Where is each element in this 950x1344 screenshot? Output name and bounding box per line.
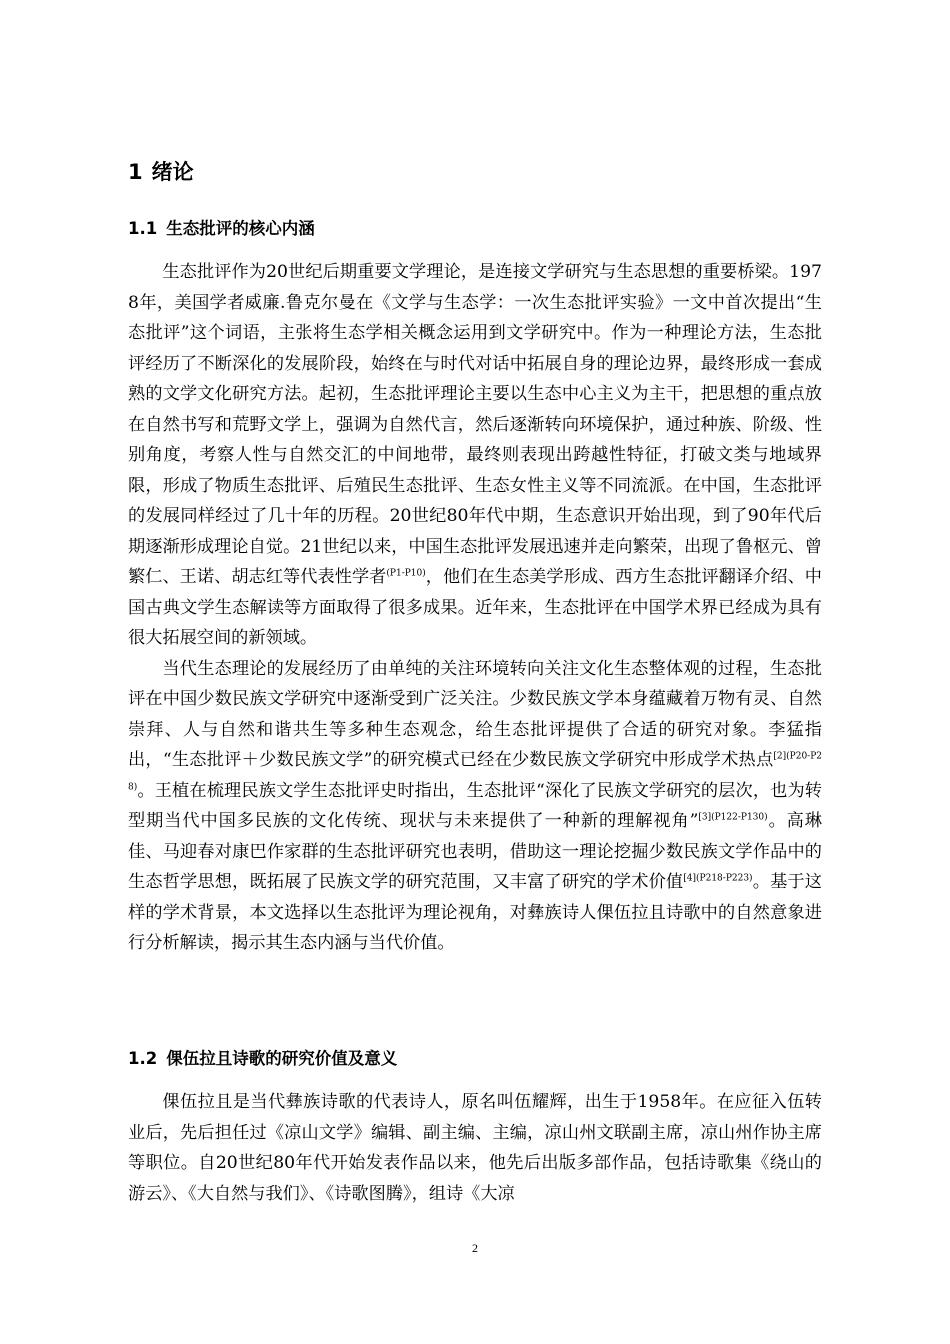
paragraph-text: 生态批评作为20世纪后期重要文学理论，是连接文学研究与生态思想的重要桥梁。1978年，美国学者威廉.鲁克尔曼在《文学与生态学：一次生态批评实验》一文中首次提出“生态批评”这个词语，主张将生态学相关概念运用到文学研究中。作为一种理论方法，生态批评经历了不断深化的发展阶段，始终在与时代对话中拓展自身的理论边界，最终形成一套成熟的文学文化研究方法。起初，生态批评理论主要以生态中心主义为主干，把思想的重点放在自然书写和荒野文学上，强调为自然代言，然后逐渐转向环境保护，通过种族、阶级、性别角度，考察人性与自然交汇的中间地带，最终则表现出跨越性特征，打破文类与地域界限，形成了物质生态批评、后殖民生态批评、生态女性主义等不同流派。在中国，生态批评的发展同样经过了几十年的历程。20世纪80年代中期，生态意识开始出现，到了90年代后期逐渐形成理论自觉。21世纪以来，中国生态批评发展迅速并走向繁荣，出现了鲁枢元、曾繁仁、王诺、胡志红等代表性学者 xyxy=(128,262,822,587)
paragraph-text: 当代生态理论的发展经历了由单纯的关注环境转向关注文化生态整体观的过程，生态批评在中国少数民族文学研究中逐渐受到广泛关注。少数民族文学本身蕴藏着万物有灵、自然崇拜、人与自然和谐共生等多种生态观念，给生态批评提供了合适的研究对象。李猛指出，“生态批评＋少数民族文学”的研究模式已经在少数民族文学研究中形成学术热点 xyxy=(128,658,822,770)
section-heading-1-1 xyxy=(128,217,315,241)
chapter-number: 1 xyxy=(128,160,143,184)
paragraph-text: 。基于这样的学术背景，本文选择以生态批评为理论视角，对彝族诗人倮伍拉且诗歌中的自然意象进行分析解读，揭示其生态内涵与当代价值。 xyxy=(128,872,822,953)
section-number: 1.2 xyxy=(128,1049,158,1068)
chapter-heading xyxy=(128,158,194,186)
section-title: 倮伍拉且诗歌的研究价值及意义 xyxy=(166,1049,398,1068)
citation-marker: [4](P218-P223) xyxy=(683,873,753,884)
citation-marker: (P1-P10) xyxy=(386,568,426,579)
page-number: 2 xyxy=(472,1241,478,1255)
citation-marker: [3](P122-P130) xyxy=(698,812,768,823)
citation-marker: [2](P20-P28) xyxy=(128,751,822,792)
section-title: 生态批评的核心内涵 xyxy=(166,219,315,238)
paragraph-text: ，他们在生态美学形成、西方生态批评翻译介绍、中国古典文学生态解读等方面取得了很多成果。近年来，生态批评在中国学术界已经成为具有很大拓展空间的新领域。 xyxy=(128,567,822,648)
section-1-1-body xyxy=(128,257,822,959)
section-number: 1.1 xyxy=(128,219,158,238)
chapter-title: 绪论 xyxy=(151,160,194,184)
body-paragraph xyxy=(128,654,822,959)
paragraph-text: 。高琳佳、马迎春对康巴作家群的生态批评研究也表明，借助这一理论挖掘少数民族文学作品中的生态哲学思想，既拓展了民族文学的研究范围，又丰富了研究的学术价值 xyxy=(128,811,822,892)
paragraph-text: 倮伍拉且是当代彝族诗歌的代表诗人，原名叫伍耀辉，出生于1958年。在应征入伍转业后，先后担任过《凉山文学》编辑、副主编、主编，凉山州文联副主席，凉山州作协主席等职位。自20世纪80年代开始发表作品以来，他先后出版多部作品，包括诗歌集《绕山的游云》、《大自然与我们》、《诗歌图腾》，组诗《大凉 xyxy=(128,1092,822,1204)
body-paragraph xyxy=(128,1087,822,1209)
section-heading-1-2 xyxy=(128,1047,397,1071)
body-paragraph xyxy=(128,257,822,654)
paragraph-text: 。王植在梳理民族文学生态批评史时指出，生态批评“深化了民族文学研究的层次，也为转型期当代中国多民族的文化传统、现状与未来提供了一种新的理解视角” xyxy=(128,780,822,831)
section-1-2-body xyxy=(128,1087,822,1209)
